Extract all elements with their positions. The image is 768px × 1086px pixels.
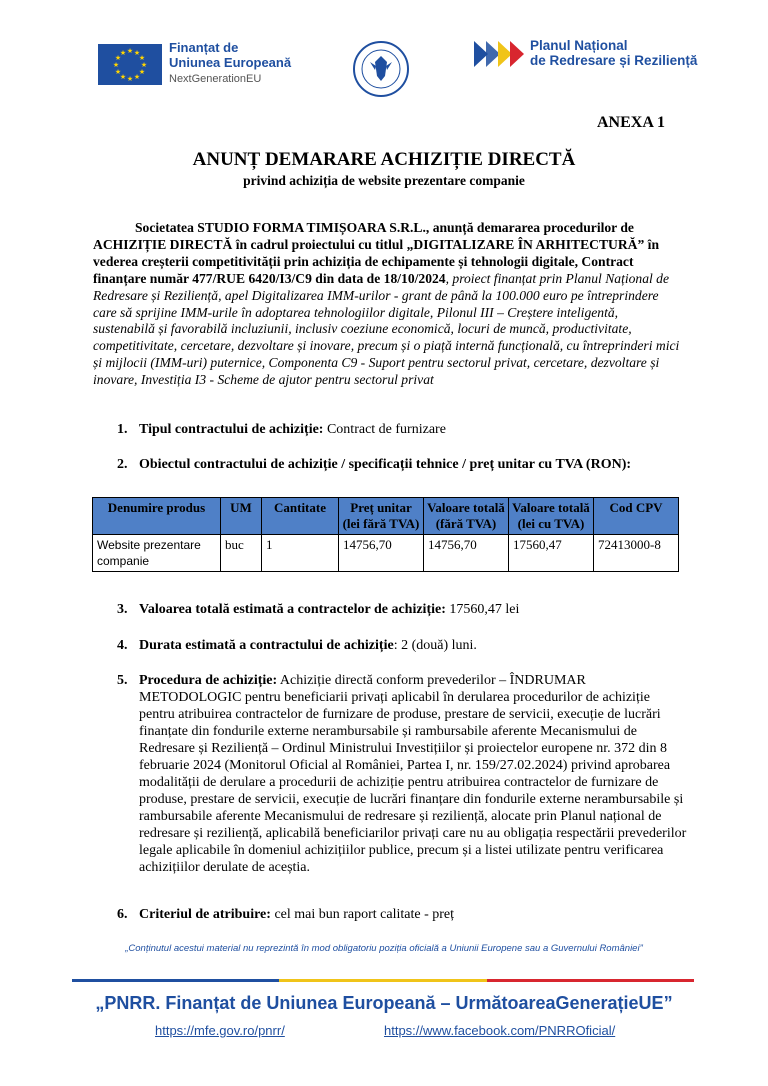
item-label: Tipul contractului de achiziție: xyxy=(139,422,324,437)
page-subtitle: privind achiziția de website prezentare companie xyxy=(243,173,525,188)
footer-divider xyxy=(72,969,694,972)
table-header-row xyxy=(93,498,679,535)
eu-logo-line1: Finanțat de xyxy=(169,40,239,55)
table-header-cell: Valoare totală (lei cu TVA) xyxy=(509,498,594,535)
pnrr-logo-line1: Planul Național xyxy=(530,38,628,53)
pnrr-logo-text xyxy=(530,38,697,68)
svg-text:★: ★ xyxy=(126,47,134,55)
table-header-cell: Valoare totală (fără TVA) xyxy=(424,498,509,535)
intro-italic-text: , proiect finanțat prin Planul Național de Redresare și Reziliență, apel Digitalizarea IMM-urilor - grant de până la 100.000 euro pe întreprindere care să sprijine IMM-urile în adoptarea tehnologiilor digitale, Pilonul III – Creștere inteligentă, sustenabilă și favorabilă incluziunii, inclusiv coeziune economică, locuri de muncă, productivitate, competitivitate, cercetare, dezvoltare și inovare, precum și o piață internă funcțională, cu întreprinderi mici și mijlocii (IMM-uri) puternice, Componenta C9 - Suport pentru sectorul privat, cercetare, dezvoltare și inovare, Investiția I3 - Scheme de ajutor pentru sectorul privat xyxy=(93,270,680,388)
eu-logo-line2: Uniunea Europeană xyxy=(169,55,292,70)
item-label: Criteriul de atribuire: xyxy=(139,907,271,922)
table-cell: buc xyxy=(221,535,262,572)
eu-flag-icon xyxy=(98,44,162,85)
pnrr-website-link[interactable]: https://mfe.gov.ro/pnrr/ xyxy=(155,1023,285,1038)
table-header-cell: UM xyxy=(221,498,262,535)
table-cell: Website prezentare companie xyxy=(93,535,221,572)
item-number: 3. xyxy=(117,602,128,617)
intro-paragraph xyxy=(93,220,683,389)
svg-text:★: ★ xyxy=(138,54,146,62)
item-label: Durata estimată a contractului de achiziție xyxy=(139,638,394,653)
eu-logo-text xyxy=(169,40,291,87)
footer-slogan: „PNRR. Finanțat de Uniunea Europeană – UrmătoareaGenerațieUE” xyxy=(95,993,673,1013)
annex-label: ANEXA 1 xyxy=(597,114,666,131)
item-number: 5. xyxy=(117,673,128,688)
svg-text:★: ★ xyxy=(119,49,127,57)
table-header-cell: Preț unitar (lei fără TVA) xyxy=(339,498,424,535)
item-number: 2. xyxy=(117,457,128,472)
item-label: Procedura de achiziție: xyxy=(139,673,278,688)
svg-text:★: ★ xyxy=(114,68,122,76)
table-cell: 72413000-8 xyxy=(594,535,679,572)
svg-text:★: ★ xyxy=(112,61,120,69)
svg-text:★: ★ xyxy=(138,68,146,76)
table-cell: 1 xyxy=(262,535,339,572)
list-item-5 xyxy=(117,672,687,876)
item-value: 17560,47 lei xyxy=(445,602,520,617)
list-item-4 xyxy=(117,637,687,654)
item-label: Obiectul contractului de achiziție / specificații tehnice / preț unitar cu TVA (RON): xyxy=(139,457,632,472)
government-seal-icon xyxy=(352,40,410,98)
facebook-link[interactable]: https://www.facebook.com/PNRROficial/ xyxy=(384,1023,616,1038)
table-header-cell: Denumire produs xyxy=(93,498,221,535)
svg-text:★: ★ xyxy=(126,75,134,83)
table-row xyxy=(93,535,679,572)
item-value: Achiziție directă conform prevederilor – ÎNDRUMAR METODOLOGIC pentru beneficiarii privați aplicabil în derularea procedurilor de achiziție pentru atribuirea contractelor de furnizare de produse, prestare de servicii, execuție de lucrări finanțate din fondurile externe nerambursabile și rambursabile aferente Mecanismului de Redresare și Reziliență – Ordinul Ministrului Investițiilor și proiectelor europene nr. 372 din 8 februarie 2024 (Monitorul Oficial al României, Partea I, nr. 159/27.02.2024) privind aprobarea modalității de derulare a procedurii de achiziție pentru atribuirea contractelor de furnizare de produse, prestare de servicii, execuție de lucrări finanțare din fondurile externe nerambursabile și rambursabile aferente Mecanismului de redresare și reziliență, alocate prin Planul național de redresare și reziliență, aplicabilă beneficiarilor privați care nu au obligația respectării prevederilor legale aplicabile în domeniul achizițiilor publice, precum și a listei utilizate pentru verificarea achizițiilor derulate de aceștia. xyxy=(139,673,687,875)
intro-bold-text: Societatea STUDIO FORMA TIMIȘOARA S.R.L., anunță demararea procedurilor de ACHIZIȚIE DIRECTĂ în cadrul proiectului cu titlul „DIGITALIZARE ÎN ARHITECTURĂ” în vederea creșterii competitivității prin achiziția de echipamente și tehnologii digitale, Contract finanțare număr 477/RUE 6420/I3/C9 din data de 18/10/2024 xyxy=(93,220,660,286)
list-item-1 xyxy=(117,421,687,438)
table-cell: 14756,70 xyxy=(424,535,509,572)
svg-text:★: ★ xyxy=(140,61,148,69)
item-number: 4. xyxy=(117,638,128,653)
table-cell: 17560,47 xyxy=(509,535,594,572)
eu-logo-line3: NextGenerationEU xyxy=(169,73,262,85)
products-table xyxy=(92,497,679,572)
item-number: 1. xyxy=(117,422,128,437)
svg-text:★: ★ xyxy=(133,49,141,57)
list-item-6 xyxy=(117,906,687,923)
table-header-cell: Cantitate xyxy=(262,498,339,535)
table-header-cell: Cod CPV xyxy=(594,498,679,535)
list-item-2 xyxy=(117,456,687,473)
svg-text:★: ★ xyxy=(133,73,141,81)
table-cell: 14756,70 xyxy=(339,535,424,572)
pnrr-logo-icon xyxy=(472,39,528,69)
item-number: 6. xyxy=(117,907,128,922)
page-title: ANUNȚ DEMARARE ACHIZIȚIE DIRECTĂ xyxy=(192,149,576,170)
svg-text:★: ★ xyxy=(119,73,127,81)
item-value: cel mai bun raport calitate - preț xyxy=(270,907,455,922)
item-label: Valoarea totală estimată a contractelor de achiziție: xyxy=(139,602,446,617)
pnrr-logo-line2: de Redresare și Reziliență xyxy=(530,53,698,68)
item-value: : 2 (două) luni. xyxy=(393,638,477,653)
list-item-3 xyxy=(117,601,687,618)
footer-disclaimer: „Conținutul acestui material nu reprezintă în mod obligatoriu poziția oficială a Uniunii Europene sau a Guvernului României” xyxy=(125,943,643,954)
item-value: Contract de furnizare xyxy=(323,422,446,437)
svg-text:★: ★ xyxy=(114,54,122,62)
